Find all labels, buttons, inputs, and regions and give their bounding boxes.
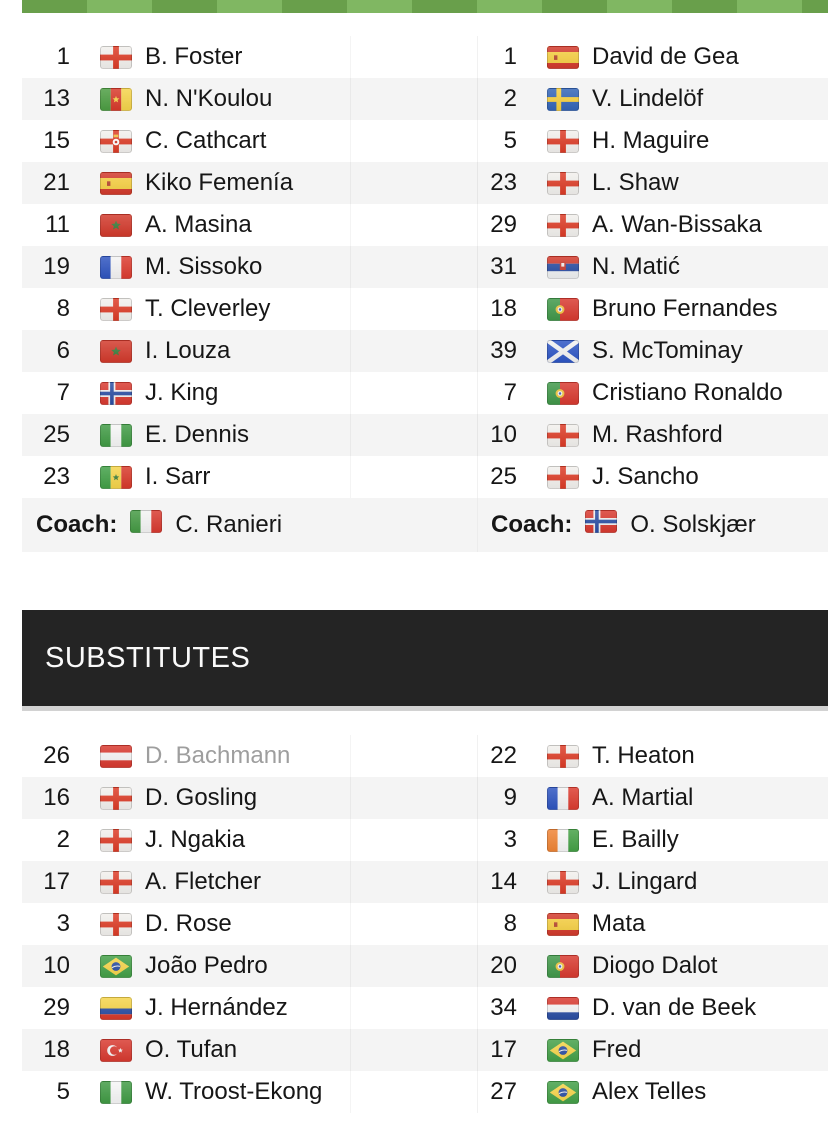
shirt-number: 1 xyxy=(56,43,70,70)
nigeria-flag-icon xyxy=(100,1081,132,1104)
colombia-flag-icon xyxy=(100,997,132,1020)
player-name: D. Rose xyxy=(145,910,232,937)
brazil-flag-icon xyxy=(100,955,132,978)
turkey-flag-icon xyxy=(100,1039,132,1062)
player-name: B. Foster xyxy=(145,43,243,70)
coach-name: C. Ranieri xyxy=(175,511,283,538)
player-name: O. Tufan xyxy=(145,1036,238,1063)
player-name: A. Martial xyxy=(592,784,694,811)
home-player-cell[interactable] xyxy=(22,330,477,372)
shirt-number: 1 xyxy=(503,43,517,70)
home-player-cell[interactable] xyxy=(22,987,477,1029)
shirt-number: 19 xyxy=(43,253,70,280)
player-row xyxy=(22,162,828,204)
shirt-number: 6 xyxy=(56,337,70,364)
substitutes-table xyxy=(22,735,828,1113)
portugal-flag-icon xyxy=(547,382,579,405)
shirt-number: 3 xyxy=(56,910,70,937)
home-player-cell[interactable] xyxy=(22,903,477,945)
shirt-number: 13 xyxy=(43,85,70,112)
decorative-green-stripe-bar xyxy=(22,0,828,13)
away-player-cell[interactable] xyxy=(477,414,828,456)
england-flag-icon xyxy=(547,466,579,489)
shirt-number: 7 xyxy=(56,379,70,406)
portugal-flag-icon xyxy=(547,298,579,321)
cameroon-flag-icon xyxy=(100,88,132,111)
player-name: Fred xyxy=(592,1036,642,1063)
home-player-cell[interactable] xyxy=(22,1071,477,1113)
player-name: N. N'Koulou xyxy=(145,85,273,112)
shirt-number: 23 xyxy=(43,463,70,490)
home-player-cell[interactable] xyxy=(22,861,477,903)
shirt-number: 5 xyxy=(56,1078,70,1105)
shirt-number: 23 xyxy=(490,169,517,196)
player-row xyxy=(22,903,828,945)
away-player-cell[interactable] xyxy=(477,36,828,78)
spain-flag-icon xyxy=(100,172,132,195)
player-name: Alex Telles xyxy=(592,1078,707,1105)
player-row xyxy=(22,456,828,498)
away-player-cell[interactable] xyxy=(477,1071,828,1113)
away-player-cell[interactable] xyxy=(477,1029,828,1071)
coach-row xyxy=(22,498,828,552)
player-row xyxy=(22,246,828,288)
player-row xyxy=(22,777,828,819)
shirt-number: 20 xyxy=(490,952,517,979)
home-player-cell[interactable] xyxy=(22,945,477,987)
away-player-cell[interactable] xyxy=(477,777,828,819)
away-coach-cell[interactable] xyxy=(477,498,828,552)
shirt-number: 5 xyxy=(503,127,517,154)
player-name: W. Troost-Ekong xyxy=(145,1078,323,1105)
player-name: N. Matić xyxy=(592,253,681,280)
shirt-number: 17 xyxy=(490,1036,517,1063)
coach-label: Coach: xyxy=(491,511,573,538)
away-player-cell[interactable] xyxy=(477,162,828,204)
brazil-flag-icon xyxy=(547,1081,579,1104)
serbia-flag-icon xyxy=(547,256,579,279)
player-name: T. Heaton xyxy=(592,742,695,769)
england-flag-icon xyxy=(100,913,132,936)
shirt-number: 9 xyxy=(503,784,517,811)
player-row xyxy=(22,945,828,987)
morocco-flag-icon xyxy=(100,214,132,237)
shirt-number: 8 xyxy=(503,910,517,937)
away-player-cell[interactable] xyxy=(477,330,828,372)
home-player-cell[interactable] xyxy=(22,1029,477,1071)
england-flag-icon xyxy=(100,871,132,894)
norway-flag-icon xyxy=(100,382,132,405)
england-flag-icon xyxy=(100,787,132,810)
italy-flag-icon xyxy=(130,510,162,533)
shirt-number: 22 xyxy=(490,742,517,769)
player-name: H. Maguire xyxy=(592,127,710,154)
player-name: Mata xyxy=(592,910,646,937)
shirt-number: 7 xyxy=(503,379,517,406)
player-row xyxy=(22,987,828,1029)
away-player-cell[interactable] xyxy=(477,861,828,903)
england-flag-icon xyxy=(100,829,132,852)
shirt-number: 18 xyxy=(490,295,517,322)
player-name: J. Lingard xyxy=(592,868,698,895)
player-row xyxy=(22,330,828,372)
home-player-cell[interactable] xyxy=(22,372,477,414)
away-player-cell[interactable] xyxy=(477,78,828,120)
player-name: S. McTominay xyxy=(592,337,743,364)
england-flag-icon xyxy=(100,46,132,69)
away-player-cell[interactable] xyxy=(477,456,828,498)
spain-flag-icon xyxy=(547,46,579,69)
player-row xyxy=(22,288,828,330)
home-player-cell[interactable] xyxy=(22,204,477,246)
player-row xyxy=(22,372,828,414)
shirt-number: 26 xyxy=(43,742,70,769)
player-name: A. Fletcher xyxy=(145,868,262,895)
player-row xyxy=(22,204,828,246)
player-name: V. Lindelöf xyxy=(592,85,704,112)
player-row xyxy=(22,78,828,120)
austria-flag-icon xyxy=(100,745,132,768)
player-name: M. Rashford xyxy=(592,421,723,448)
shirt-number: 29 xyxy=(43,994,70,1021)
shirt-number: 17 xyxy=(43,868,70,895)
player-name: J. Sancho xyxy=(592,463,699,490)
shirt-number: 21 xyxy=(43,169,70,196)
shirt-number: 34 xyxy=(490,994,517,1021)
shirt-number: 14 xyxy=(490,868,517,895)
home-coach-cell[interactable] xyxy=(22,498,477,552)
coach-label: Coach: xyxy=(36,511,118,538)
player-row xyxy=(22,819,828,861)
england-flag-icon xyxy=(547,172,579,195)
england-flag-icon xyxy=(547,130,579,153)
player-name: I. Louza xyxy=(145,337,231,364)
shirt-number: 31 xyxy=(490,253,517,280)
netherlands-flag-icon xyxy=(547,997,579,1020)
away-player-cell[interactable] xyxy=(477,288,828,330)
away-player-cell[interactable] xyxy=(477,372,828,414)
starting-lineup-table xyxy=(22,36,828,552)
shirt-number: 8 xyxy=(56,295,70,322)
home-player-cell[interactable] xyxy=(22,456,477,498)
morocco-flag-icon xyxy=(100,340,132,363)
norway-flag-icon xyxy=(585,510,617,533)
player-name: David de Gea xyxy=(592,43,739,70)
england-flag-icon xyxy=(547,424,579,447)
home-player-cell[interactable] xyxy=(22,777,477,819)
player-name: Kiko Femenía xyxy=(145,169,294,196)
france-flag-icon xyxy=(547,787,579,810)
shirt-number: 39 xyxy=(490,337,517,364)
player-name: A. Wan-Bissaka xyxy=(592,211,762,238)
away-player-cell[interactable] xyxy=(477,735,828,777)
away-player-cell[interactable] xyxy=(477,819,828,861)
substitutes-rows xyxy=(22,735,828,1113)
england-flag-icon xyxy=(547,745,579,768)
away-player-cell[interactable] xyxy=(477,903,828,945)
coach-name: O. Solskjær xyxy=(630,511,756,538)
player-name: M. Sissoko xyxy=(145,253,263,280)
player-name: A. Masina xyxy=(145,211,252,238)
shirt-number: 2 xyxy=(503,85,517,112)
player-name: T. Cleverley xyxy=(145,295,271,322)
home-player-cell[interactable] xyxy=(22,36,477,78)
away-player-cell[interactable] xyxy=(477,945,828,987)
player-row xyxy=(22,1071,828,1113)
shirt-number: 29 xyxy=(490,211,517,238)
player-name: L. Shaw xyxy=(592,169,679,196)
player-name: I. Sarr xyxy=(145,463,211,490)
player-name: C. Cathcart xyxy=(145,127,267,154)
scotland-flag-icon xyxy=(547,340,579,363)
player-name: E. Bailly xyxy=(592,826,679,853)
home-player-cell[interactable] xyxy=(22,819,477,861)
shirt-number: 11 xyxy=(45,211,70,238)
shirt-number: 2 xyxy=(56,826,70,853)
brazil-flag-icon xyxy=(547,1039,579,1062)
player-name: D. Bachmann xyxy=(145,742,291,769)
substitutes-header xyxy=(22,610,828,711)
away-player-cell[interactable] xyxy=(477,987,828,1029)
player-name: J. King xyxy=(145,379,219,406)
shirt-number: 15 xyxy=(43,127,70,154)
player-row xyxy=(22,861,828,903)
nigeria-flag-icon xyxy=(100,424,132,447)
player-name: Bruno Fernandes xyxy=(592,295,778,322)
away-player-cell[interactable] xyxy=(477,120,828,162)
home-player-cell[interactable] xyxy=(22,120,477,162)
northern-ireland-flag-icon xyxy=(100,130,132,153)
player-name: D. Gosling xyxy=(145,784,258,811)
player-row xyxy=(22,414,828,456)
home-player-cell[interactable] xyxy=(22,78,477,120)
player-row xyxy=(22,735,828,777)
england-flag-icon xyxy=(100,298,132,321)
ivory-coast-flag-icon xyxy=(547,829,579,852)
home-player-cell[interactable] xyxy=(22,414,477,456)
player-name: Diogo Dalot xyxy=(592,952,718,979)
spain-flag-icon xyxy=(547,913,579,936)
shirt-number: 25 xyxy=(490,463,517,490)
shirt-number: 10 xyxy=(43,952,70,979)
player-name: D. van de Beek xyxy=(592,994,757,1021)
player-name: J. Ngakia xyxy=(145,826,246,853)
player-row xyxy=(22,1029,828,1071)
player-name: J. Hernández xyxy=(145,994,288,1021)
player-row xyxy=(22,120,828,162)
player-name: Cristiano Ronaldo xyxy=(592,379,783,406)
home-player-cell[interactable] xyxy=(22,162,477,204)
sweden-flag-icon xyxy=(547,88,579,111)
shirt-number: 10 xyxy=(490,421,517,448)
away-player-cell[interactable] xyxy=(477,204,828,246)
shirt-number: 25 xyxy=(43,421,70,448)
england-flag-icon xyxy=(547,871,579,894)
shirt-number: 27 xyxy=(490,1078,517,1105)
home-player-cell[interactable] xyxy=(22,735,477,777)
player-name: E. Dennis xyxy=(145,421,250,448)
shirt-number: 3 xyxy=(503,826,517,853)
shirt-number: 18 xyxy=(43,1036,70,1063)
home-player-cell[interactable] xyxy=(22,288,477,330)
portugal-flag-icon xyxy=(547,955,579,978)
player-row xyxy=(22,36,828,78)
france-flag-icon xyxy=(100,256,132,279)
home-player-cell[interactable] xyxy=(22,246,477,288)
player-name: João Pedro xyxy=(145,952,268,979)
away-player-cell[interactable] xyxy=(477,246,828,288)
starting-rows xyxy=(22,36,828,498)
substitutes-title: SUBSTITUTES xyxy=(45,641,251,674)
england-flag-icon xyxy=(547,214,579,237)
shirt-number: 16 xyxy=(43,784,70,811)
senegal-flag-icon xyxy=(100,466,132,489)
